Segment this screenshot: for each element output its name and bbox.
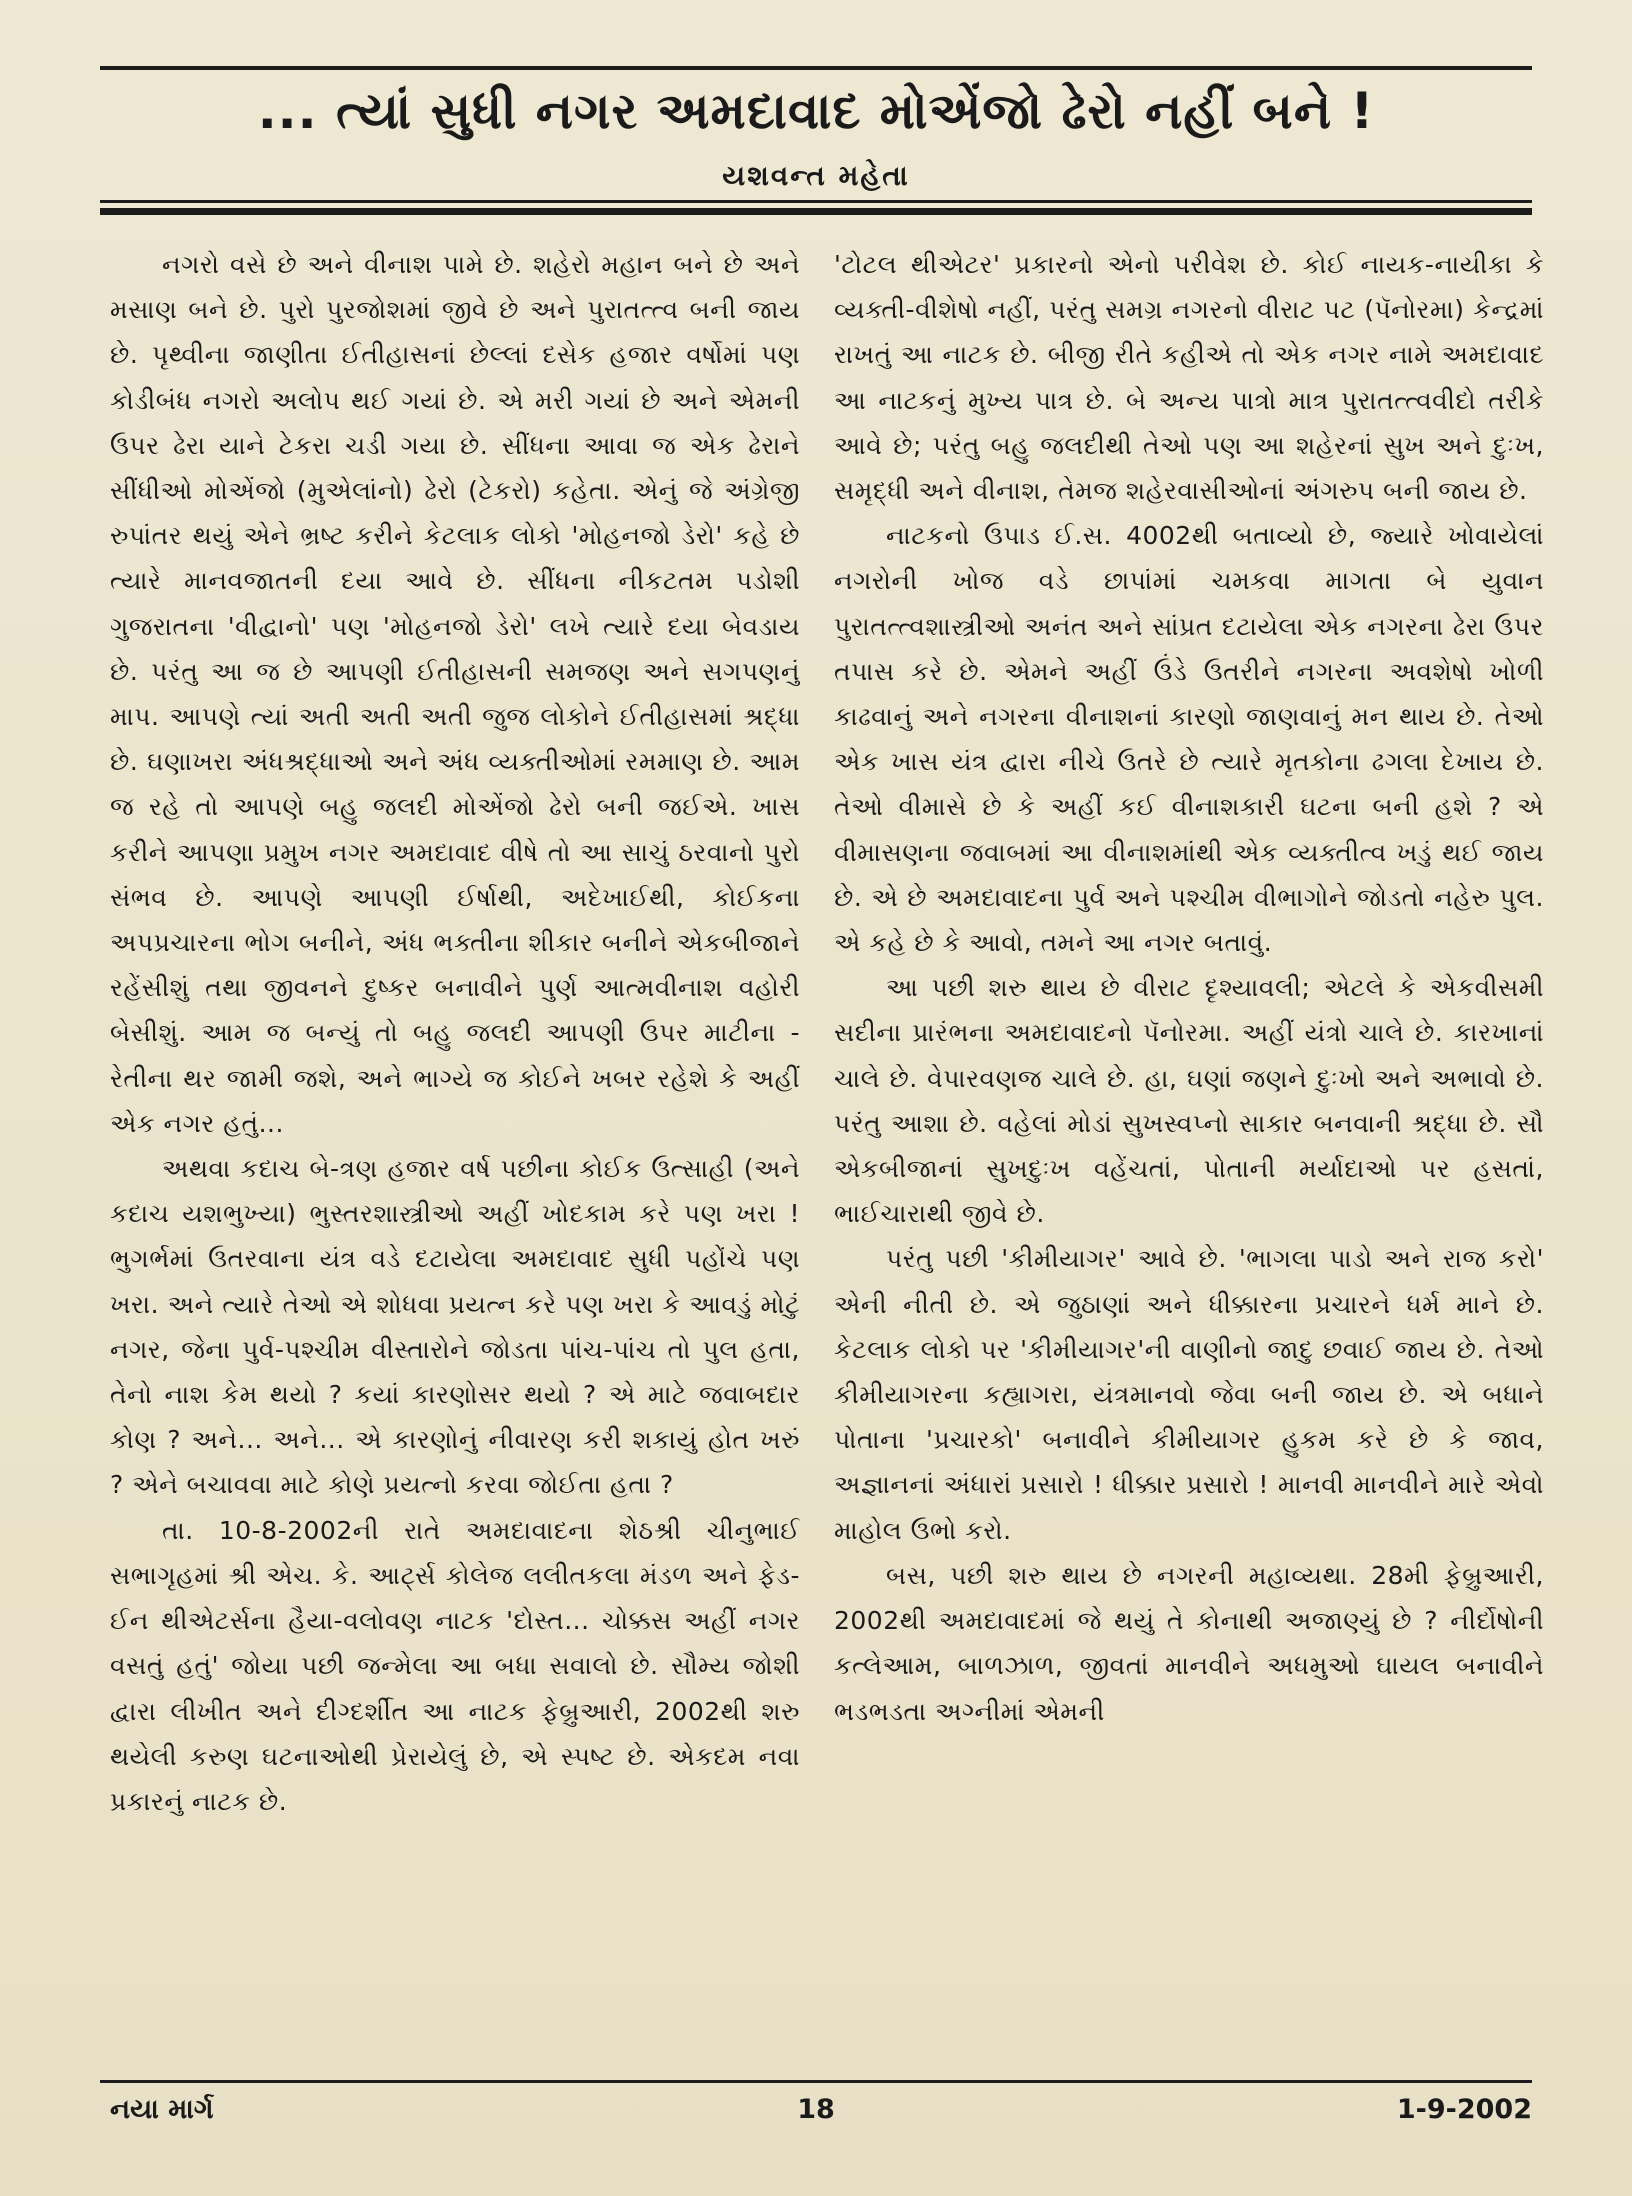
paragraph: 'ટોટલ થીએટર' પ્રકારનો એનો પરીવેશ છે. કોઈ નાયક-નાયીકા કે વ્યક્તી-વીશેષો નહીં, પરંતુ સમગ્ર નગરનો વીરાટ પટ (પૅનોરમા) કેન્દ્રમાં રાખતું આ નાટક છે. બીજી રીતે કહીએ તો એક નગર નામે અમદાવાદ આ નાટકનું મુખ્ય પાત્ર છે. બે અન્ય પાત્રો માત્ર પુરાતત્ત્વવીદો તરીકે આવે છે; પરંતુ બહુ જલદીથી તેઓ પણ આ શહેરનાં સુખ અને દુઃખ, સમૃદ્ધી અને વીનાશ, તેમજ શહેરવાસીઓનાં અંગરુપ બની જાય છે. xyxy=(834,250,1544,506)
top-rule xyxy=(100,66,1532,70)
footer-rule xyxy=(100,2080,1532,2083)
article-author: યશવન્ત મહેતા xyxy=(722,159,910,192)
paragraph: પરંતુ પછી 'કીમીયાગર' આવે છે. 'ભાગલા પાડો અને રાજ કરો' એની નીતી છે. એ જુઠાણાં અને ધીક્કારના પ્રચારને ધર્મ માને છે. કેટલાક લોકો પર 'કીમીયાગર'ની વાણીનો જાદુ છવાઈ જાય છે. તેઓ કીમીયાગરના કહ્યાગરા, યંત્રમાનવો જેવા બની જાય છે. એ બધાને પોતાના 'પ્રચારકો' બનાવીને કીમીયાગર હુકમ કરે છે કે જાવ, અજ્ઞાનનાં અંધારાં પ્રસારો ! ધીક્કાર પ્રસારો ! માનવી માનવીને મારે એવો માહોલ ઉભો કરો. xyxy=(834,1244,1544,1545)
page-number: 18 xyxy=(797,2094,835,2125)
publication-name: નયા માર્ગ xyxy=(110,2094,214,2125)
right-column xyxy=(834,242,1544,2070)
paragraph: નાટકનો ઉપાડ ઈ.સ. 4002થી બતાવ્યો છે, જ્યારે ખોવાયેલાં નગરોની ખોજ વડે છાપાંમાં ચમકવા માગતા બે યુવાન પુરાતત્ત્વશાસ્ત્રીઓ અનંત અને સાંપ્રત દટાયેલા એક નગરના ઢેરા ઉપર તપાસ કરે છે. એમને અહીં ઉંડે ઉતરીને નગરના અવશેષો ખોળી કાઢવાનું અને નગરના વીનાશનાં કારણો જાણવાનું મન થાય છે. તેઓ એક ખાસ યંત્ર દ્વારા નીચે ઉતરે છે ત્યારે મૃતકોના ઢગલા દેખાય છે. તેઓ વીમાસે છે કે અહીં કઈ વીનાશકારી ઘટના બની હશે ? એ વીમાસણના જવાબમાં આ વીનાશમાંથી એક વ્યક્તીત્વ ખડું થઈ જાય છે. એ છે અમદાવાદના પુર્વ અને પશ્ચીમ વીભાગોને જોડતો નહેરુ પુલ. એ કહે છે કે આવો, તમને આ નગર બતાવું. xyxy=(834,521,1544,958)
paragraph: બસ, પછી શરુ થાય છે નગરની મહાવ્યથા. 28મી ફેબ્રુઆરી, 2002થી અમદાવાદમાં જે થયું તે કોનાથી અજાણ્યું છે ? નીર્દોષોની કત્લેઆમ, બાળઝાળ, જીવતાં માનવીને અધમુઓ ઘાયલ બનાવીને ભડભડતા અગ્નીમાં એમની xyxy=(834,1560,1544,1726)
header-thin-rule xyxy=(100,200,1532,203)
article-title: ... ત્યાં સુધી નગર અમદાવાદ મોએંજો ઢેરો નહીં બને ! xyxy=(257,82,1375,140)
paragraph: તા. 10-8-2002ની રાતે અમદાવાદના શેઠશ્રી ચીનુભાઈ સભાગૃહમાં શ્રી એચ. કે. આર્ટ્સ કોલેજ લલીતકલા મંડળ અને ફેડ-ઈન થીએટર્સના હૈયા-વલોવણ નાટક 'દોસ્ત... ચોક્કસ અહીં નગર વસતું હતું' જોયા પછી જન્મેલા આ બધા સવાલો છે. સૌમ્ય જોશી દ્વારા લીખીત અને દીગ્દર્શીત આ નાટક ફેબ્રુઆરી, 2002થી શરુ થયેલી કરુણ ઘટનાઓથી પ્રેરાયેલું છે, એ સ્પષ્ટ છે. એકદમ નવા પ્રકારનું નાટક છે. xyxy=(110,1515,800,1816)
paragraph: અથવા કદાચ બે-ત્રણ હજાર વર્ષ પછીના કોઈક ઉત્સાહી (અને કદાચ યશભુખ્યા) ભુસ્તરશાસ્ત્રીઓ અહીં ખોદકામ કરે પણ ખરા ! ભુગર્ભમાં ઉતરવાના યંત્ર વડે દટાયેલા અમદાવાદ સુધી પહોંચે પણ ખરા. અને ત્યારે તેઓ એ શોધવા પ્રયત્ન કરે પણ ખરા કે આવડું મોટું નગર, જેના પુર્વ-પશ્ચીમ વીસ્તારોને જોડતા પાંચ-પાંચ તો પુલ હતા, તેનો નાશ કેમ થયો ? કયાં કારણોસર થયો ? એ માટે જવાબદાર કોણ ? અને... અને... એ કારણોનું નીવારણ કરી શકાયું હોત ખરું ? એને બચાવવા માટે કોણે પ્રયત્નો કરવા જોઈતા હતા ? xyxy=(110,1154,800,1500)
paragraph: આ પછી શરુ થાય છે વીરાટ દૃશ્યાવલી; એટલે કે એકવીસમી સદીના પ્રારંભના અમદાવાદનો પૅનોરમા. અહીં યંત્રો ચાલે છે. કારખાનાં ચાલે છે. વેપારવણજ ચાલે છે. હા, ઘણાં જણને દુઃખો અને અભાવો છે. પરંતુ આશા છે. વહેલાં મોડાં સુખસ્વપ્નો સાકાર બનવાની શ્રદ્ધા છે. સૌ એકબીજાનાં સુખદુઃખ વહેંચતાં, પોતાની મર્યાદાઓ પર હસતાં, ભાઈચારાથી જીવે છે. xyxy=(834,973,1544,1229)
issue-date: 1-9-2002 xyxy=(1396,2094,1532,2125)
header-thick-rule xyxy=(100,208,1532,215)
paragraph: નગરો વસે છે અને વીનાશ પામે છે. શહેરો મહાન બને છે અને મસાણ બને છે. પુરો પુરજોશમાં જીવે છે અને પુરાતત્ત્વ બની જાય છે. પૃથ્વીના જાણીતા ઈતીહાસનાં છેલ્લાં દસેક હજાર વર્ષોમાં પણ કોડીબંધ નગરો અલોપ થઈ ગયાં છે. એ મરી ગયાં છે અને એમની ઉપર ઢેરા યાને ટેકરા ચડી ગયા છે. સીંધના આવા જ એક ઢેરાને સીંધીઓ મોએંજો (મુએલાંનો) ઢેરો (ટેકરો) કહેતા. એનું જે અંગ્રેજી રુપાંતર થયું એને ભ્રષ્ટ કરીને કેટલાક લોકો 'મોહનજો ડેરો' કહે છે ત્યારે માનવજાતની દયા આવે છે. સીંધના નીકટતમ પડોશી ગુજરાતના 'વીદ્વાનો' પણ 'મોહનજો ડેરો' લખે ત્યારે દયા બેવડાય છે. પરંતુ આ જ છે આપણી ઈતીહાસની સમજણ અને સગપણનું માપ. આપણે ત્યાં અતી અતી અતી જુજ લોકોને ઈતીહાસમાં શ્રદ્ધા છે. ઘણાખરા અંધશ્રદ્ધાઓ અને અંધ વ્યક્તીઓમાં રમમાણ છે. આમ જ રહે તો આપણે બહુ જલદી મોએંજો ઢેરો બની જઈએ. ખાસ કરીને આપણા પ્રમુખ નગર અમદાવાદ વીષે તો આ સાચું ઠરવાનો પુરો સંભવ છે. આપણે આપણી ઈર્ષાથી, અદેખાઈથી, કોઈકના અપપ્રચારના ભોગ બનીને, અંધ ભક્તીના શીકાર બનીને એકબીજાને રહેંસીશું તથા જીવનને દુષ્કર બનાવીને પુર્ણ આત્મવીનાશ વહોરી બેસીશું. આમ જ બન્યું તો બહુ જલદી આપણી ઉપર માટીના - રેતીના થર જામી જશે, અને ભાગ્યે જ કોઈને ખબર રહેશે કે અહીં એક નગર હતું... xyxy=(110,250,800,1138)
left-column xyxy=(110,242,800,2070)
